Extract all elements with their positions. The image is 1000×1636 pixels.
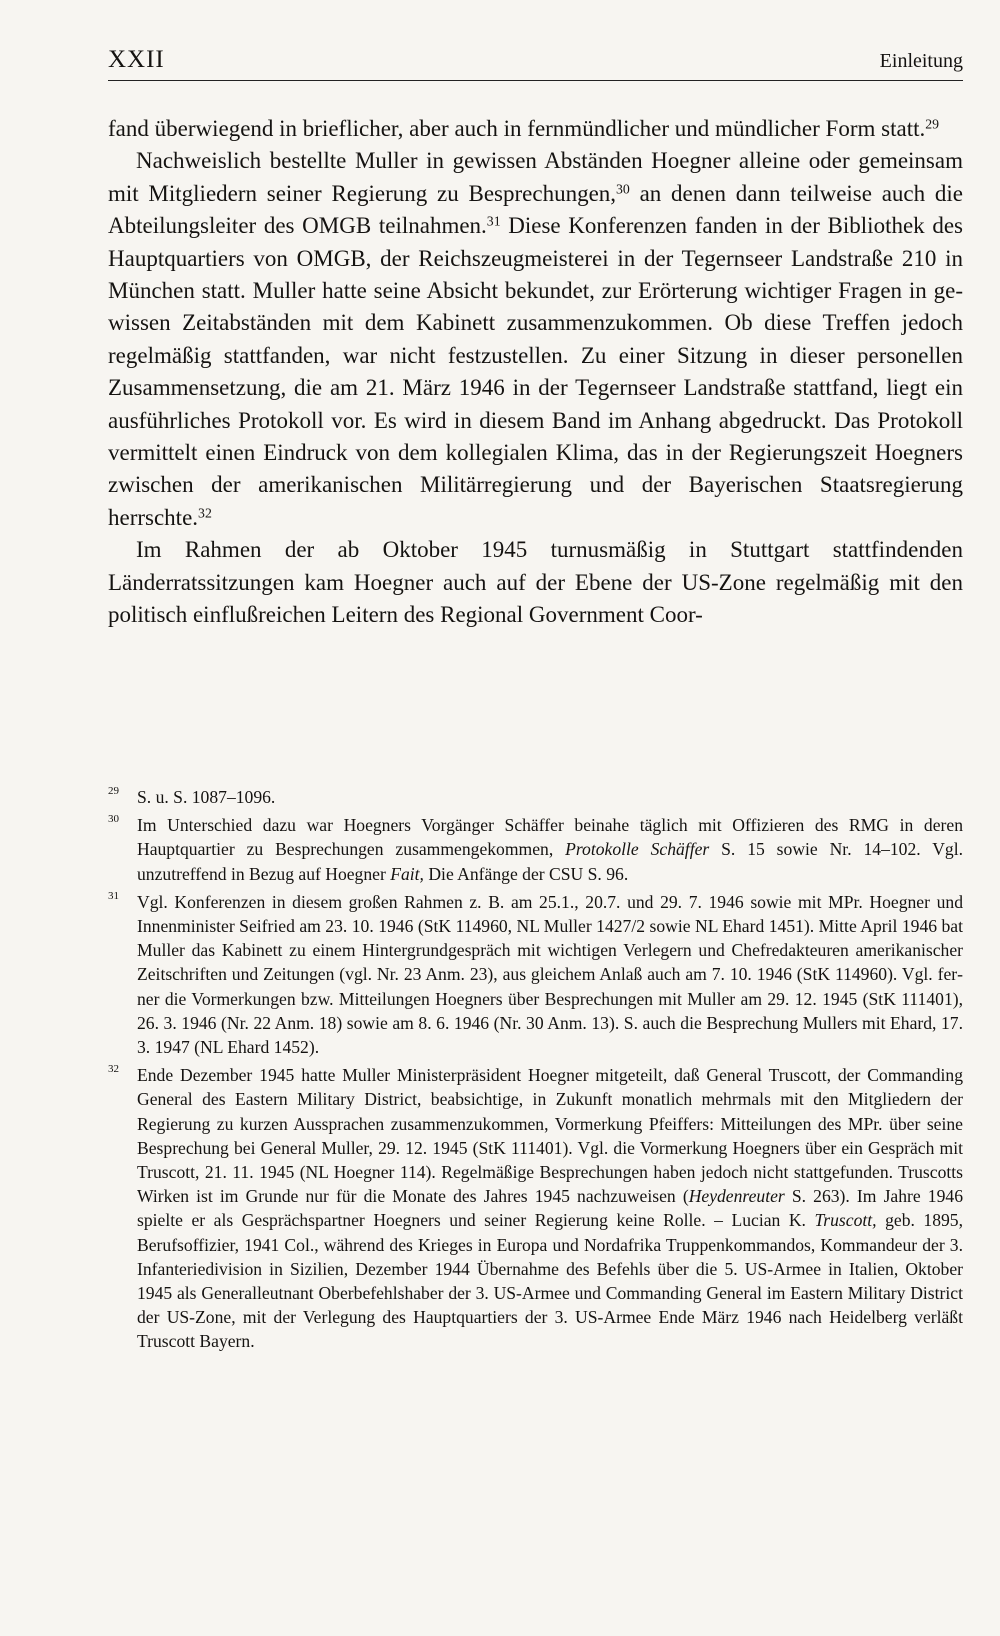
page-header <box>108 46 963 81</box>
footnote-text: S. 263). Im Jahre 1946 spielte er als Gesprächspartner Hoegners und seiner Regierung keine Rolle. – Lucian K. <box>137 1186 963 1231</box>
paragraph-1 <box>108 113 963 145</box>
footnote-number: 31 <box>108 889 119 902</box>
footnote-ref-30: 30 <box>616 181 630 197</box>
running-title: Einleitung <box>879 50 963 72</box>
paragraph-2-part-c: Diese Konferenzen fanden in der Bibliothek des Hauptquartiers von OMGB, der Reichszeugmeisterei in der Tegernseer Landstraße 210 in München statt. Muller hatte seine Absicht bekundet, zur Erörterung wichtiger Fragen in gewissen Zeitabständen mit dem Kabinett zusammenzukommen. Ob diese Treffen jedoch regelmäßig stattfanden, war nicht festzustellen. Zu einer Sitzung in dieser personellen Zusammensetzung, die am 21. März 1946 in der Tegernseer Landstraße stattfand, liegt ein ausführliches Protokoll vor. Es wird in diesem Band im Anhang abgedruckt. Das Protokoll vermittelt einen Eindruck von dem kollegialen Klima, das in der Regierungszeit Hoegners zwischen der amerikanischen Militärregierung und der Bayerischen Staatsregierung herrschte. <box>108 213 963 530</box>
paragraph-3: Im Rahmen der ab Oktober 1945 turnusmäßig in Stuttgart stattfindenden Länderratssitzungen kam Hoegner auch auf der Ebene der US-Zone regelmäßig mit den politisch einflußreichen Leitern des Regional Government Coor- <box>108 537 963 628</box>
footnote-ref-29: 29 <box>925 116 940 132</box>
footnote-text: S. 15 sowie Nr. 14–102. Vgl. unzutreffend in Bezug auf Hoegner <box>137 839 964 884</box>
footnotes <box>108 785 963 1358</box>
footnote-text: Ende Dezember 1945 hatte Muller Ministerpräsident Hoegner mitgeteilt, daß General Truscott, der Commanding General des Eastern Military District, beabsichtige, in Zukunft monatlich mehrmals mit den Mitgliedern der Regierung zu kurzen Aussprachen zusammenzukommen, Vormerkung Pfeiffers: Mitteilungen des MPr. über seine Besprechung bei General Muller, 29. 12. 1945 (StK 111401). Vgl. die Vormerkung Hoegners über ein Gespräch mit Truscott, 21. 11. 1945 (NL Hoegner 114). Regelmäßige Besprechungen haben jedoch nicht stattgefunden. Truscotts Wirken ist im Grunde nur für die Monate des Jahres 1945 nachzuweisen ( <box>137 1065 963 1207</box>
footnote-number: 30 <box>108 813 119 826</box>
footnote-number: 29 <box>108 785 119 797</box>
footnote-text: Vgl. Konferenzen in diesem großen Rahmen z. B. am 25.1., 20.7. und 29. 7. 1946 sowie mit MPr. Hoegner und Innenminister Seifried am 23. 10. 1946 (StK 114960, NL Muller 1427/2 sowie NL Ehard 1451). Mitte April 1946 bat Muller das Kabinett zu einem Hintergrundgespräch mit wichtigen Verlegern und Chefredakteuren amerikanischer Zeitschriften und Zeitungen (vgl. Nr. 23 Anm. 23), aus gleichem Anlaß auch am 7. 10. 1946 (StK 114960). Vgl. ferner die Vormerkungen bzw. Mitteilungen Hoegners über Besprechungen mit Muller am 29. 12. 1945 (StK 111401), 26. 3. 1946 (Nr. 22 Anm. 18) sowie am 8. 6. 1946 (Nr. 30 Anm. 13). S. auch die Besprechung Mullers mit Ehard, 17. 3. 1947 (NL Ehard 1452). <box>137 891 963 1058</box>
paragraph-2 <box>108 145 963 534</box>
paragraph-1-text: fand überwiegend in brieflicher, aber auch in fernmündlicher und mündlicher Form statt. <box>108 116 926 141</box>
footnote-ref-31: 31 <box>486 213 501 229</box>
footnote-29 <box>108 785 963 809</box>
footnote-31 <box>108 890 963 1059</box>
main-text <box>108 113 963 632</box>
footnote-citation-italic: Heydenreuter <box>688 1186 785 1207</box>
footnote-number: 32 <box>108 1063 119 1076</box>
footnote-32 <box>108 1063 963 1353</box>
footnote-text: geb. 1895, Berufsoffizier, 1941 Col., während des Krieges in Europa und Nordafrika Truppenkommandos, Kommandeur der 3. Infanteriedivision in Sizilien, Dezember 1944 Übernahme des Befehls über die 5. US-Armee in Italien, Oktober 1945 als Generalleutnant Oberbefehlshaber der 3. US-Armee und Commanding General im Eastern Military District der US-Zone, mit der Verlegung des Hauptquartiers der 3. US-Armee Ende März 1946 nach Heidelberg verläßt Truscott Bayern. <box>137 1210 963 1352</box>
footnote-citation-italic: Protokolle Schäffer <box>565 839 710 860</box>
footnote-text: Im Unterschied dazu war Hoegners Vorgänger Schäffer beinahe täglich mit Offizieren des RMG in deren Hauptquartier zu Besprechungen zusammengekommen, <box>137 815 963 860</box>
footnote-ref-32: 32 <box>198 505 212 521</box>
footnote-text: S. u. S. 1087–1096. <box>137 787 276 807</box>
page-number: XXII <box>108 46 165 73</box>
footnote-citation-italic: Truscott, <box>814 1210 877 1231</box>
paragraph-2-part-b: an denen dann teilweise auch die Abteilungsleiter des OMGB teilnahmen. <box>108 180 963 239</box>
footnote-text: Die Anfänge der CSU S. 96. <box>423 863 629 884</box>
footnote-30 <box>108 813 963 886</box>
paragraph-2-part-a: Nachweislich bestellte Muller in gewissen Abständen Hoegner alleine oder gemeinsam mit Mitgliedern seiner Regierung zu Besprechungen, <box>108 148 963 206</box>
footnote-citation-italic: Fait, <box>390 863 424 884</box>
